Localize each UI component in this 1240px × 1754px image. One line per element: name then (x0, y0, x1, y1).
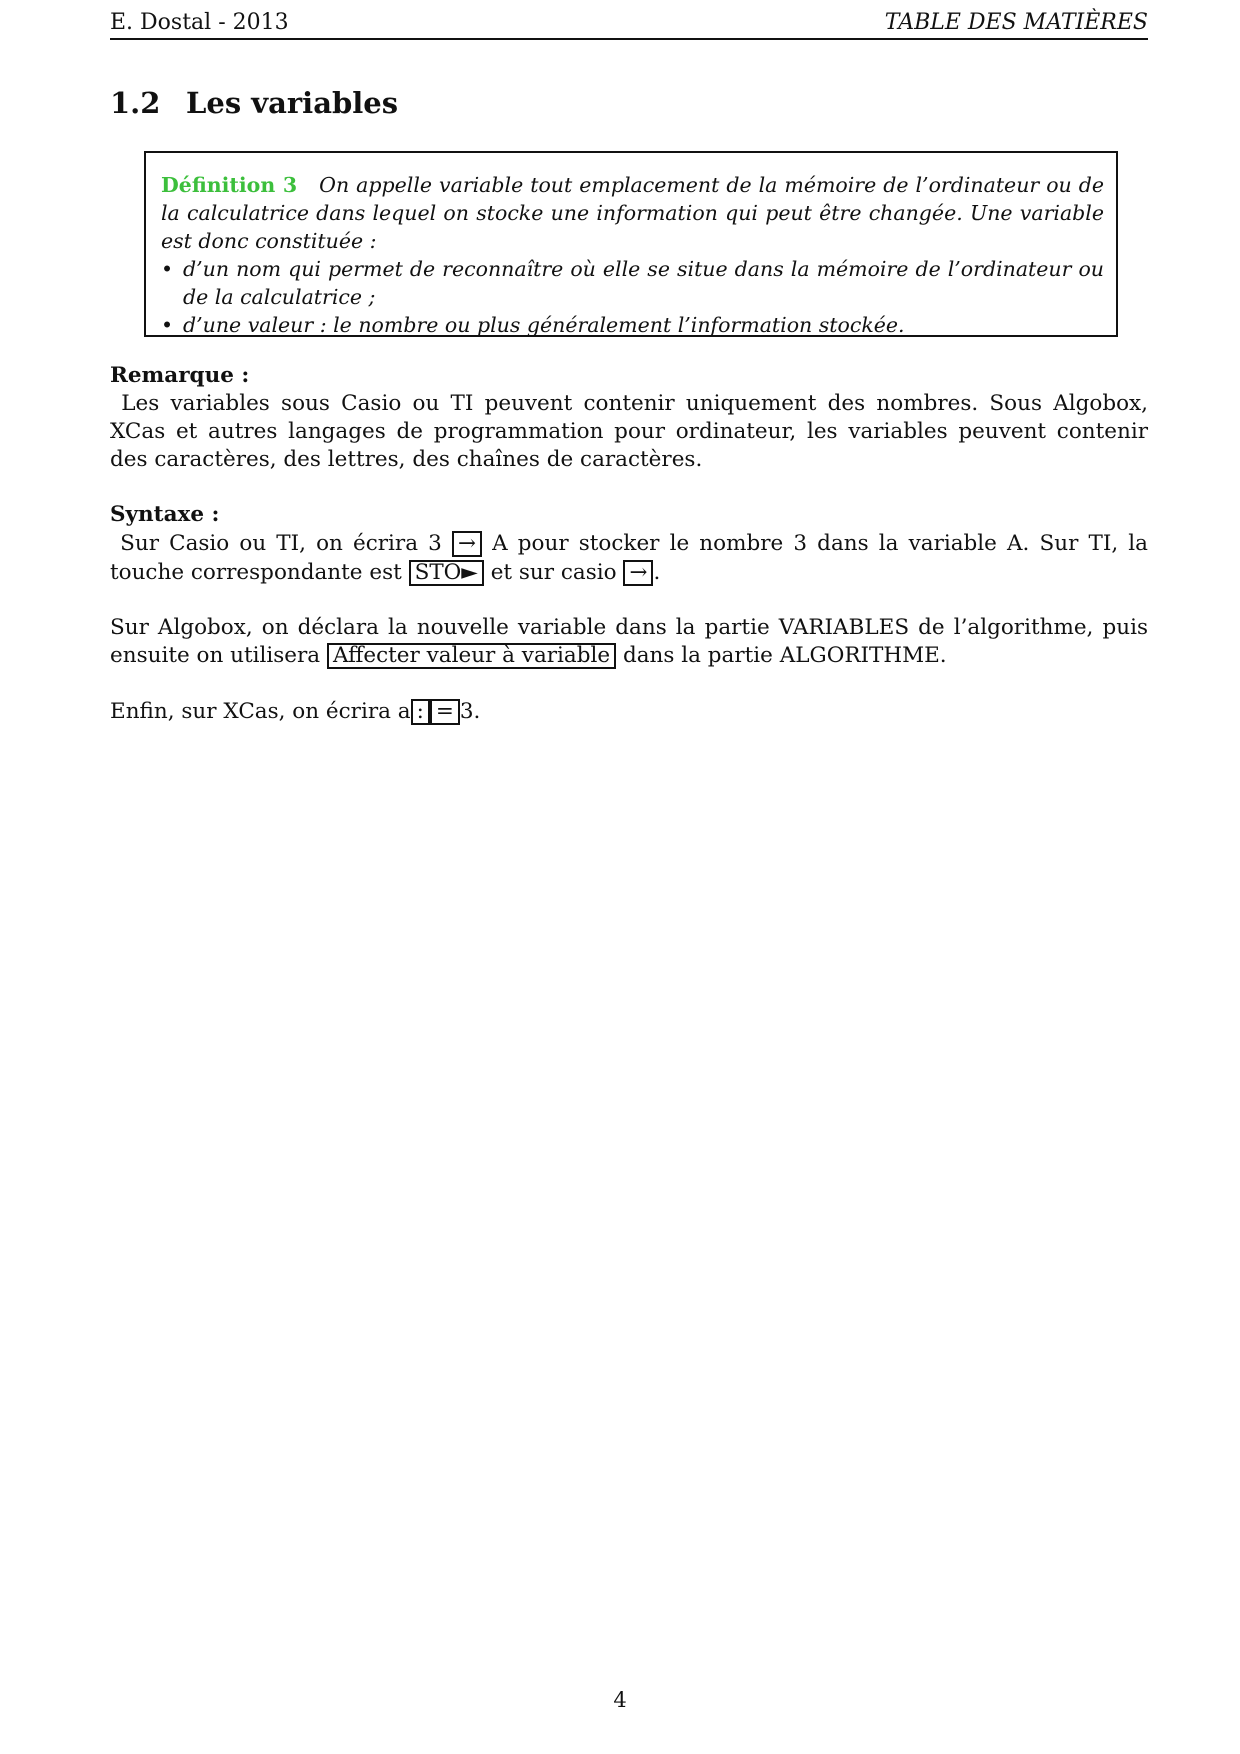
section-title-text: Les variables (186, 86, 399, 120)
key-equal: = (430, 699, 460, 725)
key-sto: STO► (409, 560, 484, 586)
definition-item (161, 311, 1104, 339)
remarque-title: Remarque : (110, 363, 250, 388)
syntaxe-text: Sur Algobox, on déclara la nouvelle variable dans la partie VARIABLES de l’algorithme, puis ensuite on utilisera (110, 615, 1148, 668)
syntaxe-title: Syntaxe : (110, 502, 220, 527)
page-header (110, 10, 1148, 40)
header-author: E. Dostal - 2013 (110, 10, 289, 35)
xcas-block (110, 698, 1148, 726)
header-chapter: TABLE DES MATIÈRES (884, 10, 1148, 35)
key-arrow: → (452, 531, 482, 557)
remarque-block (110, 362, 1148, 474)
bullet-icon: • (161, 257, 174, 281)
syntaxe-text: A pour stocker le nombre 3 dans la variable A. Sur TI, la touche correspondante est (110, 531, 1148, 585)
definition-list (161, 255, 1104, 339)
section-number: 1.2 (110, 86, 161, 120)
key-arrow-casio: → (623, 560, 653, 586)
section-title (110, 86, 398, 120)
remarque-text-content: Les variables sous Casio ou TI peuvent contenir uniquement des nombres. Sous Algobox, XCas et autres langages de programmation pour ordinateur, les variables peuvent contenir des caractères, des lettres, des chaînes de caractères. (110, 391, 1148, 472)
syntaxe-text: 3. (459, 699, 481, 724)
definition-text: On appelle variable tout emplacement de la mémoire de l’ordinateur ou de la calculatrice dans lequel on stocke une information qui peut être changée. Une variable est donc constituée : (161, 173, 1105, 253)
syntaxe-paragraph-algobox (110, 614, 1148, 670)
definition-intro (161, 171, 1104, 255)
syntaxe-text: dans la partie ALGORITHME. (622, 643, 947, 668)
syntaxe-block (110, 500, 1148, 587)
key-colon: : (411, 699, 430, 725)
definition-box (144, 151, 1118, 337)
syntaxe-paragraph-casio-ti (110, 529, 1148, 587)
syntaxe-text: Enfin, sur XCas, on écrira a (110, 699, 411, 724)
definition-item-text: d’un nom qui permet de reconnaître où elle se situe dans la mémoire de l’ordinateur ou de la calculatrice ; (183, 257, 1104, 309)
syntaxe-paragraph-xcas (110, 698, 1148, 726)
algobox-block (110, 614, 1148, 670)
key-affecter-valeur: Affecter valeur à variable (327, 643, 616, 669)
definition-label: Définition 3 (161, 173, 298, 197)
syntaxe-text: et sur casio (490, 560, 617, 585)
syntaxe-text: Sur Casio ou TI, on écrira 3 (120, 531, 442, 556)
definition-item (161, 255, 1104, 311)
definition-item-text: d’une valeur : le nombre ou plus généralement l’information stockée. (183, 313, 905, 337)
remarque-text (110, 390, 1148, 474)
bullet-icon: • (161, 313, 174, 337)
page-number: 4 (613, 1688, 627, 1712)
syntaxe-text: . (653, 560, 661, 585)
